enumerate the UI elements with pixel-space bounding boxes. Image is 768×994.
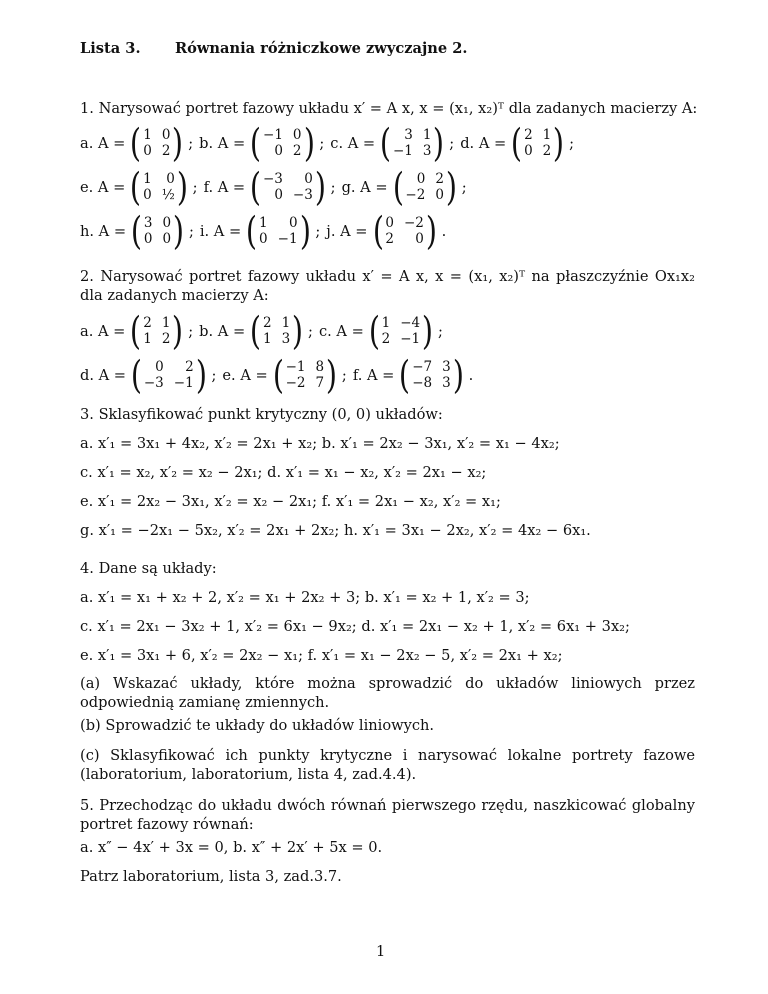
matrix-entry: 1 [381,315,391,331]
matrix [248,309,305,353]
problem-1-matrices-row-1 [80,121,574,165]
matrix-label: b. A = [199,322,246,340]
matrix-entry: −3 [143,375,164,391]
matrix-separator: . [441,222,447,240]
matrix-bracket: ( [130,353,143,397]
matrix-entry: −1 [392,143,413,159]
problem-3-line-1: a. x′₁ = 3x₁ + 4x₂, x′₂ = 2x₁ + x₂; b. x′₁ = 2x₂ − 3x₁, x′₂ = x₁ − 4x₂; [80,435,560,452]
matrix-bracket: ( [246,209,258,253]
problem-2-text: 2. Narysować portret fazowy układu x′ = A x, x = (x₁, x₂)ᵀ na płaszczyźnie Ox₁x₂ dla zadanych macierzy A: [80,268,695,304]
matrix-label: c. A = [318,322,364,340]
matrix-entry: 0 [416,171,426,187]
matrix-entry: 3 [404,127,413,143]
matrix-entry: −1 [400,331,421,347]
matrix-separator: ; [315,222,321,240]
page-number: 1 [376,943,386,960]
problem-2-matrices-row-1 [80,309,443,353]
problem-1-text: 1. Narysować portret fazowy układu x′ = A x, x = (x₁, x₂)ᵀ dla zadanych macierzy A: [80,100,698,117]
matrix [248,165,327,209]
problem-3-line-4: g. x′₁ = −2x₁ − 5x₂, x′₂ = 2x₁ + 2x₂; h. x′₁ = 3x₁ − 2x₂, x′₂ = 4x₂ − 6x₁. [80,522,591,539]
matrix-bracket: ( [372,209,384,253]
matrix-entry: 0 [162,215,172,231]
matrix-label: f. A = [352,366,395,384]
matrix [128,121,185,165]
matrix-bracket: ) [299,209,311,253]
matrix-separator: ; [461,178,467,196]
matrix [244,209,312,253]
problem-3-text: 3. Sklasyfikować punkt krytyczny (0, 0) układów: [80,406,443,423]
matrix-bracket: ( [272,353,284,397]
matrix-entry: 3 [422,143,432,159]
problem-4-part-b: (b) Sprowadzić te układy do układów liniowych. [80,717,435,734]
matrix-entry: 0 [524,143,533,159]
matrix-entry: 2 [385,231,394,247]
matrix-entry: 2 [161,331,171,347]
problem-5-equations: a. x″ − 4x′ + 3x = 0, b. x″ + 2x′ + 5x = 0. [80,839,383,856]
matrix-bracket: ) [325,353,338,397]
matrix-entry: −1 [285,359,306,375]
matrix-entry: −4 [400,315,421,331]
matrix-bracket: ) [445,165,457,209]
matrix-entry: 0 [143,143,152,159]
matrix [378,121,446,165]
matrix-bracket: ( [399,353,411,397]
matrix-label: d. A = [460,134,507,152]
matrix-bracket: ) [553,121,565,165]
matrix-entry: 0 [385,215,394,231]
matrix-bracket: ) [452,353,464,397]
matrix-bracket: ( [379,121,392,165]
matrix-entry: 2 [524,127,533,143]
matrix-entry: 0 [166,171,175,187]
matrix-separator: ; [437,322,443,340]
matrix-entry: 1 [143,331,152,347]
matrix-entry: −1 [277,231,298,247]
matrix-entry: −7 [412,359,433,375]
matrix-bracket: ( [130,165,142,209]
matrix-entry: 0 [304,171,313,187]
matrix-bracket: ( [392,165,404,209]
problem-4-text: 4. Dane są układy: [80,560,217,577]
matrix-entry: −1 [173,375,194,391]
matrix-entry: 2 [143,315,152,331]
matrix-separator: ; [188,134,194,152]
matrix-entry: ½ [161,187,175,203]
list-label: Lista 3. [80,40,141,57]
matrix-separator: ; [569,134,574,152]
problem-1-matrices-row-3 [80,209,447,253]
matrix-bracket: ) [176,165,188,209]
matrix [128,309,185,353]
matrix-label: f. A = [203,178,246,196]
matrix-bracket: ( [511,121,523,165]
problem-4-part-c: (c) Sklasyfikować ich punkty krytyczne i narysować lokalne portrety fazowe (laboratorium, laboratorium, lista 4, zad.4.4). [80,747,695,783]
matrix-label: a. A = [80,134,126,152]
matrix-entry: 0 [415,231,424,247]
matrix-entry: 1 [259,215,268,231]
matrix-separator: ; [211,366,217,384]
matrix-entry: 1 [143,127,152,143]
matrix-separator: . [468,366,474,384]
matrix-entry: 1 [542,127,552,143]
matrix [509,121,566,165]
matrix-entry: −8 [412,375,433,391]
matrix-entry: 0 [288,215,298,231]
matrix-entry: 0 [155,359,164,375]
matrix-entry: 0 [274,143,283,159]
matrix-bracket: ( [368,309,380,353]
matrix [367,309,435,353]
problem-4-line-3: e. x′₁ = 3x₁ + 6, x′₂ = 2x₂ − x₁; f. x′₁ = x₁ − 2x₂ − 5, x′₂ = 2x₁ + x₂; [80,647,563,664]
matrix [391,165,459,209]
matrix-entry: 2 [185,359,194,375]
matrix-label: g. A = [341,178,388,196]
matrix-bracket: ) [314,165,326,209]
matrix-entry: 2 [263,315,272,331]
problem-3-line-3: e. x′₁ = 2x₂ − 3x₁, x′₂ = x₂ − 2x₁; f. x′₁ = 2x₁ − x₂, x′₂ = x₁; [80,493,501,510]
problem-5-text: 5. Przechodząc do układu dwóch równań pierwszego rzędu, naszkicować globalny portret fazowy równań: [80,797,695,833]
matrix-label: i. A = [199,222,242,240]
matrix-entry: 0 [259,231,268,247]
document-title: Równania różniczkowe zwyczajne 2. [175,40,468,57]
matrix-entry: −1 [263,127,283,143]
matrix-label: e. A = [222,366,268,384]
matrix-entry: 0 [162,231,172,247]
matrix-bracket: ( [130,309,142,353]
matrix-separator: ; [319,134,325,152]
matrix-bracket: ) [172,309,184,353]
matrix-entry: 0 [143,187,152,203]
matrix-entry: 0 [161,127,171,143]
matrix-entry: −3 [263,171,283,187]
problem-3-line-2: c. x′₁ = x₂, x′₂ = x₂ − 2x₁; d. x′₁ = x₁ − x₂, x′₂ = 2x₁ − x₂; [80,464,487,481]
matrix-separator: ; [188,322,194,340]
matrix-entry: 3 [442,359,451,375]
matrix-bracket: ( [250,121,262,165]
matrix-entry: 7 [315,375,325,391]
problem-5-note: Patrz laboratorium, lista 3, zad.3.7. [80,868,342,885]
matrix-entry: 2 [161,143,171,159]
matrix-label: h. A = [80,222,127,240]
matrix-entry: 1 [422,127,432,143]
matrix-separator: ; [188,222,194,240]
problem-4-line-1: a. x′₁ = x₁ + x₂ + 2, x′₂ = x₁ + 2x₂ + 3; b. x′₁ = x₂ + 1, x′₂ = 3; [80,589,530,606]
matrix-bracket: ) [292,309,304,353]
problem-2-matrices-row-2 [80,353,474,397]
problem-1-matrices-row-2 [80,165,467,209]
matrix-bracket: ) [172,121,184,165]
matrix-label: c. A = [330,134,376,152]
matrix-separator: ; [192,178,198,196]
matrix-label: j. A = [326,222,368,240]
matrix-entry: 2 [292,143,302,159]
matrix-bracket: ( [250,165,262,209]
problem-4-part-a: (a) Wskazać układy, które można sprowadzić do układów liniowych przez odpowiednią zamianę zmiennych. [80,675,695,711]
matrix-entry: 3 [281,331,291,347]
matrix-bracket: ) [433,121,445,165]
matrix-bracket: ( [130,209,143,253]
matrix-separator: ; [341,366,347,384]
matrix [271,353,339,397]
matrix [371,209,439,253]
matrix-bracket: ) [425,209,437,253]
matrix-entry: −3 [292,187,313,203]
matrix-entry: 8 [315,359,325,375]
matrix-separator: ; [308,322,313,340]
matrix-entry: −2 [403,215,424,231]
matrix-entry: 1 [161,315,171,331]
matrix-bracket: ) [172,209,185,253]
matrix [248,121,316,165]
matrix [129,353,208,397]
matrix-entry: −2 [405,187,426,203]
matrix-entry: 3 [442,375,451,391]
matrix-entry: 0 [435,187,444,203]
matrix-entry: 2 [542,143,552,159]
matrix [129,209,186,253]
matrix-entry: 2 [435,171,444,187]
matrix-label: a. A = [80,322,126,340]
matrix-separator: ; [449,134,455,152]
matrix-entry: 2 [381,331,391,347]
matrix-label: d. A = [80,366,127,384]
matrix-entry: 1 [263,331,272,347]
matrix-entry: 0 [274,187,283,203]
matrix-bracket: ) [195,353,207,397]
matrix-entry: 1 [143,171,152,187]
matrix-bracket: ) [303,121,315,165]
matrix-entry: 3 [143,215,153,231]
matrix-entry: 0 [143,231,153,247]
matrix-label: b. A = [199,134,246,152]
matrix [128,165,189,209]
matrix-entry: 1 [281,315,291,331]
matrix [397,353,465,397]
matrix-entry: −2 [285,375,306,391]
matrix-separator: ; [330,178,336,196]
problem-4-line-2: c. x′₁ = 2x₁ − 3x₂ + 1, x′₂ = 6x₁ − 9x₂; d. x′₁ = 2x₁ − x₂ + 1, x′₂ = 6x₁ + 3x₂; [80,618,630,635]
matrix-label: e. A = [80,178,126,196]
matrix-bracket: ( [250,309,262,353]
matrix-entry: 0 [292,127,302,143]
matrix-bracket: ( [130,121,142,165]
matrix-bracket: ) [421,309,434,353]
